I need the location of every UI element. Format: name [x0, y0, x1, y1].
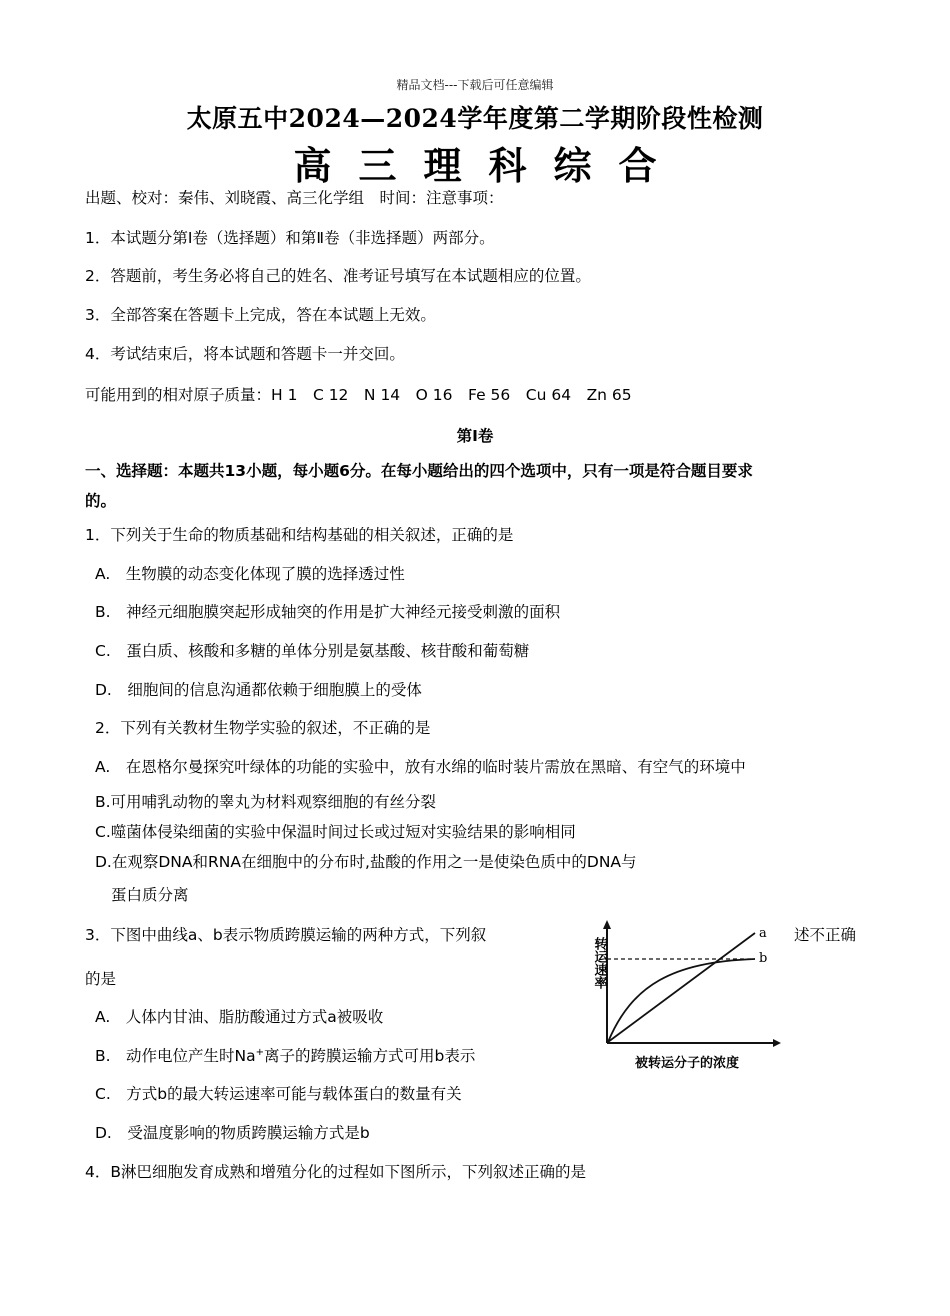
q3-option-b-text: B. 动作电位产生时Na: [95, 1047, 256, 1065]
q1-option-a: A. 生物膜的动态变化体现了膜的选择透过性: [95, 565, 405, 583]
q1-option-b: B. 神经元细胞膜突起形成轴突的作用是扩大神经元接受刺激的面积: [95, 603, 561, 621]
curve-b-label: b: [759, 951, 768, 966]
superscript-plus: +: [255, 1046, 265, 1058]
q1-option-c: C. 蛋白质、核酸和多糖的单体分别是氨基酸、核苷酸和葡萄糖: [95, 642, 530, 660]
exam-subtitle: 高三理科综合: [293, 143, 684, 188]
q2-option-a: A. 在恩格尔曼探究叶绿体的功能的实验中，放有水绵的临时装片需放在黑暗、有空气的环境中: [95, 758, 746, 776]
q3-stem-end: 的是: [85, 970, 117, 988]
q3-stem-cont: 述不正确: [794, 926, 857, 944]
q3-option-b: [95, 1044, 475, 1066]
y-axis-label: 转运速率: [591, 937, 607, 989]
exam-credits: 出题、校对：秦伟、刘晓霞、高三化学组 时间：注意事项：: [85, 189, 504, 207]
note-2: 2．答题前，考生务必将自己的姓名、准考证号填写在本试题相应的位置。: [85, 267, 591, 285]
exam-title: 太原五中2024—2024学年度第二学期阶段性检测: [186, 104, 764, 133]
q2-option-d: D.在观察DNA和RNA在细胞中的分布时,盐酸的作用之一是使染色质中的DNA与: [95, 853, 637, 871]
x-axis-arrow: [773, 1039, 781, 1047]
q2-option-d-cont: 蛋白质分离: [111, 886, 189, 904]
section-instruction-cont: 的。: [85, 492, 117, 510]
note-4: 4．考试结束后，将本试题和答题卡一并交回。: [85, 345, 405, 363]
section-instruction: 一、选择题：本题共13小题，每小题6分。在每小题给出的四个选项中，只有一项是符合题目要求: [85, 462, 753, 480]
q2-option-c: C.噬菌体侵染细菌的实验中保温时间过长或过短对实验结果的影响相同: [95, 823, 576, 841]
curve-b: [608, 959, 755, 1042]
transport-rate-figure: [577, 915, 793, 1075]
q1-option-d: D. 细胞间的信息沟通都依赖于细胞膜上的受体: [95, 681, 422, 699]
note-1: 1．本试题分第Ⅰ卷（选择题）和第Ⅱ卷（非选择题）两部分。: [85, 229, 495, 247]
q2-option-b: B.可用哺乳动物的睾丸为材料观察细胞的有丝分裂: [95, 793, 437, 811]
x-axis-label: 被转运分子的浓度: [635, 1056, 740, 1071]
watermark: 精品文档---下载后可任意编辑: [396, 78, 554, 92]
q3-stem: 3．下图中曲线a、b表示物质跨膜运输的两种方式，下列叙: [85, 926, 487, 944]
note-3: 3．全部答案在答题卡上完成，答在本试题上无效。: [85, 306, 436, 324]
q4-stem: 4．B淋巴细胞发育成熟和增殖分化的过程如下图所示，下列叙述正确的是: [85, 1163, 586, 1181]
q3-option-d: D. 受温度影响的物质跨膜运输方式是b: [95, 1124, 370, 1142]
y-axis-arrow: [603, 920, 611, 929]
atomic-masses: 可能用到的相对原子质量：H 1 C 12 N 14 O 16 Fe 56 Cu 64 Zn 65: [85, 386, 632, 404]
q2-stem: 2．下列有关教材生物学实验的叙述，不正确的是: [95, 719, 431, 737]
q3-option-b-text-end: 离子的跨膜运输方式可用b表示: [264, 1047, 476, 1065]
curve-a-label: a: [759, 926, 767, 941]
q1-stem: 1．下列关于生命的物质基础和结构基础的相关叙述，正确的是: [85, 526, 514, 544]
q3-option-c: C. 方式b的最大转运速率可能与载体蛋白的数量有关: [95, 1085, 462, 1103]
section-title: 第Ⅰ卷: [456, 427, 494, 445]
q3-option-a: A. 人体内甘油、脂肪酸通过方式a被吸收: [95, 1008, 384, 1026]
curve-a: [608, 933, 755, 1042]
